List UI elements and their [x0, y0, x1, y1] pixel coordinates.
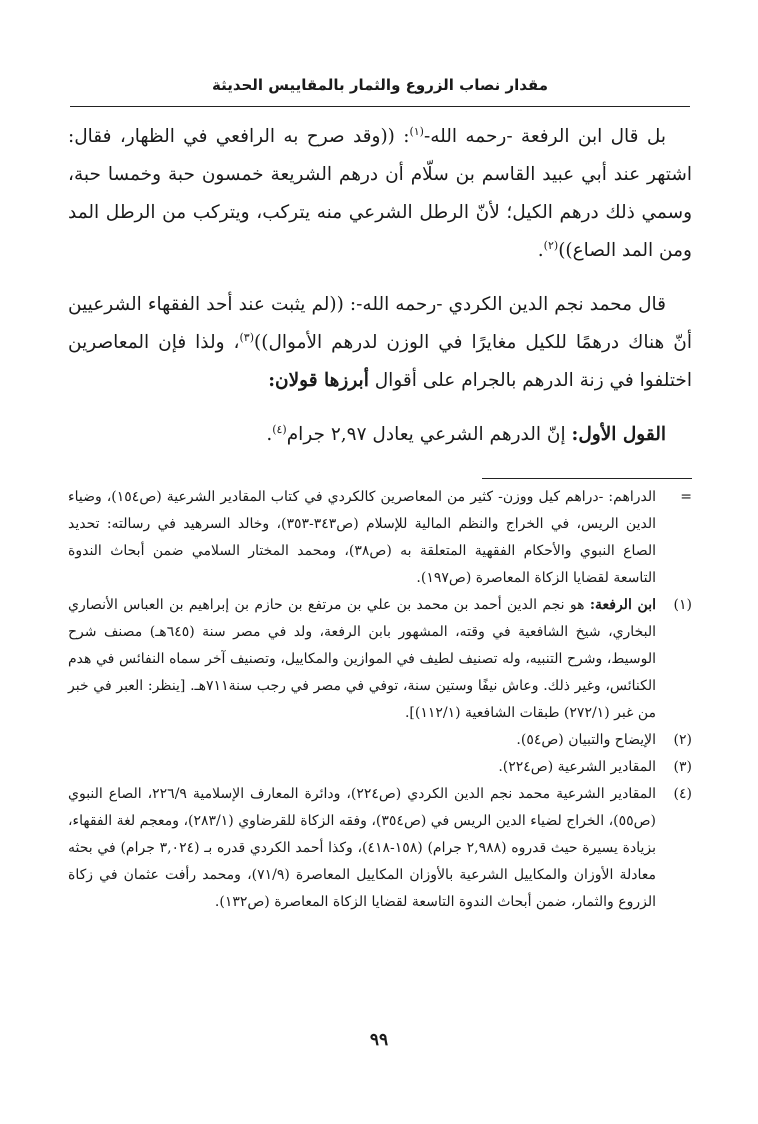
page-number: ٩٩: [369, 1030, 389, 1050]
footnote-ref-4[interactable]: (٤): [272, 422, 287, 436]
p2-bold: أبرزها قولان:: [268, 370, 369, 391]
first-opinion-heading: القول الأول:: [571, 424, 666, 445]
footnote-marker: =: [680, 489, 692, 505]
paragraph-gap: [68, 400, 692, 416]
footnote-4: [68, 781, 692, 916]
p3-end: .: [266, 424, 273, 445]
p1-text-b: : ((وقد صرح به الرافعي في الظهار، فقال: اشتهر عند أبي عبيد القاسم بن سلّام أن درهم الشريعة خمسون حبة وخمسا حبة، وسمي ذلك درهم الكيل؛ لأنّ الرطل الشرعي منه يتركب، ويتركب من الرطل المد ومن المد الصاع)): [68, 126, 692, 261]
footnote-text: [68, 592, 656, 727]
footnote-body: الدراهم: -دراهم كيل ووزن- كثير من المعاصرين كالكردي في كتاب المقادير الشرعية (ص١٥٤)، وضياء الدين الريس، في الخراج والنظم المالية للإسلام (ص٣٤٣-٣٥٣)، وخالد السرهيد في رسالته: تحديد الصاع النبوي والأحكام الفقهية المتعلقة به (ص٣٨)، ومحمد المختار السلامي ضمن أبحاث الندوة التاسعة لقضايا الزكاة المعاصرة (ص١٩٧).: [68, 489, 657, 586]
p1-end: .: [537, 240, 544, 261]
p2-text-a: قال محمد نجم الدين الكردي -رحمه الله-: ((لم يثبت عند أحد الفقهاء الشرعيين أنّ هناك درهمًا للكيل مغايرًا في الوزن لدرهم الأموال)): [68, 294, 692, 353]
footnote-separator: [482, 478, 692, 479]
footnote-text: [68, 484, 656, 592]
footnote-body: المقادير الشرعية (ص٢٢٤).: [498, 759, 656, 775]
footnote-text: [68, 727, 656, 754]
p1-text-a: بل قال ابن الرفعة -رحمه الله-: [423, 126, 666, 147]
footnote-marker: (٣): [673, 759, 692, 775]
footnote-ref-3[interactable]: (٣): [239, 330, 255, 344]
p3-text: إنّ الدرهم الشرعي يعادل ٢,٩٧ جرام: [286, 424, 572, 445]
footnote-continuation: [68, 484, 692, 592]
footnote-3: [68, 754, 692, 781]
main-text: [68, 118, 692, 454]
footnote-body: هو نجم الدين أحمد بن محمد بن علي بن مرتفع بن حازم بن إبراهيم بن العباس الأنصاري البخاري، شيخ الشافعية في وقته، المشهور بابن الرفعة، ولد في مصر سنة (٦٤٥هـ) مصنف شرح الوسيط، وشرح التنبيه، وله تصنيف لطيف في الموازين والمكاييل، وتصنيف آخر سماه النفائس في هدم الكنائس، وغير ذلك. وعاش نيفًا وستين سنة، توفي في مصر في رجب سنة٧١١هـ. [ينظر: العبر في خبر من غبر (٢٧٢/١) طبقات الشافعية (١١٢/١)].: [68, 597, 656, 721]
footnotes: [68, 484, 692, 916]
footnote-body: الإيضاح والتبيان (ص٥٤).: [516, 732, 656, 748]
footnote-bold: ابن الرفعة:: [589, 597, 657, 613]
header-rule: [70, 106, 690, 107]
footnote-text: [68, 754, 656, 781]
footnote-ref-2[interactable]: (٢): [543, 238, 559, 252]
paragraph-gap: [68, 270, 692, 286]
p2-text-b: ، ولذا فإن المعاصرين اختلفوا في زنة الدرهم بالجرام على أقوال: [68, 332, 692, 391]
footnote-marker: (١): [673, 597, 692, 613]
footnote-marker: (٤): [673, 786, 692, 802]
running-header: مقدار نصاب الزروع والثمار بالمقاييس الحديثة: [211, 76, 549, 94]
paragraph-2: [68, 286, 692, 400]
paragraph-1: [68, 118, 692, 270]
footnote-2: [68, 727, 692, 754]
footnote-text: [68, 781, 656, 916]
paragraph-3: [68, 416, 692, 454]
footnote-marker: (٢): [673, 732, 692, 748]
footnote-body: المقادير الشرعية محمد نجم الدين الكردي (ص٢٢٤)، ودائرة المعارف الإسلامية ٢٢٦/٩، الصاع النبوي (ص٥٥)، الخراج لضياء الدين الريس في (ص٣٥٤)، وفقه الزكاة للقرضاوي (٢٨٣/١)، ومعجم لغة الفقهاء، بزيادة يسيرة حيث قدروه (٢,٩٨٨ جرام) (١٥٨-٤١٨)، وكذا أحمد الكردي قدره بـ (٣,٠٢٤ جرام) في بحثه معادلة الأوزان والمكاييل الشرعية بالأوزان المكاييل المعاصرة (٧١/٩)، ومحمد رأفت عثمان في زكاة الزروع والثمار، ضمن أبحاث الندوة التاسعة لقضايا الزكاة المعاصرة (ص١٣٢).: [68, 786, 656, 910]
footnote-1: [68, 592, 692, 727]
footnote-ref-1[interactable]: (١): [409, 124, 424, 138]
